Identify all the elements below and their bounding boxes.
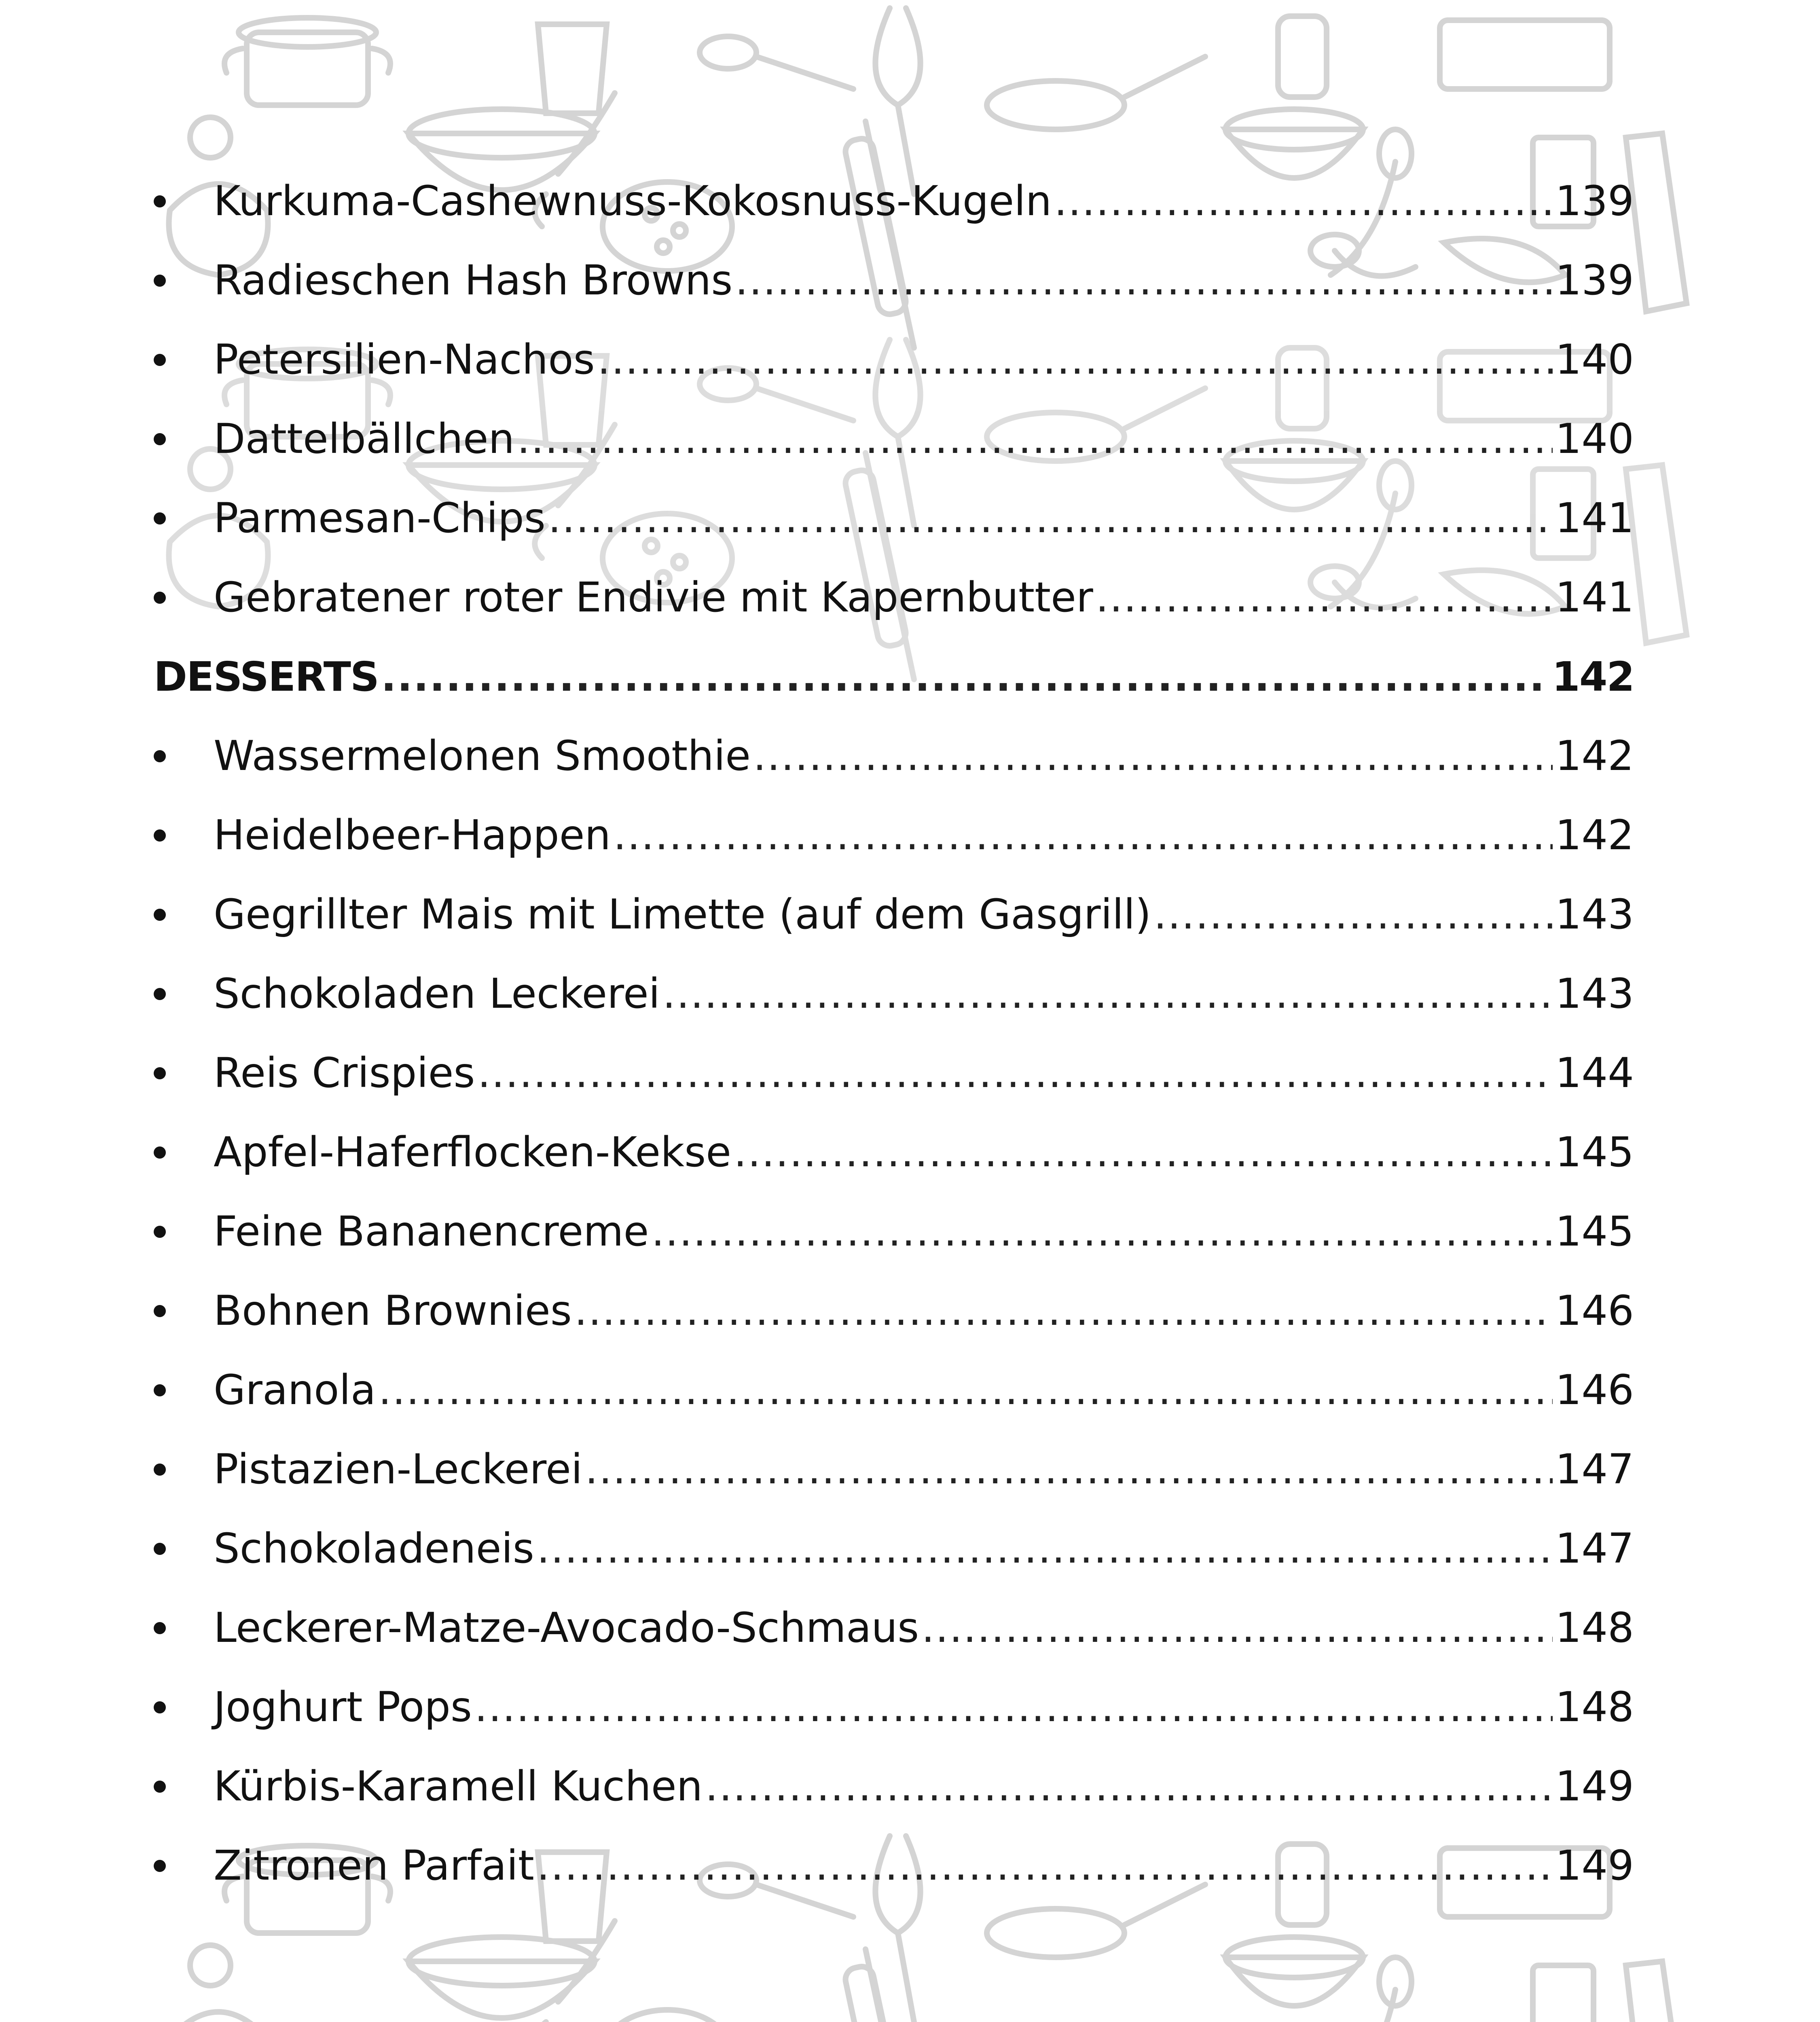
toc-entry-title: DESSERTS	[154, 653, 379, 700]
dot-leader	[574, 1290, 1553, 1332]
toc-entry[interactable]	[154, 1826, 1634, 1906]
dot-leader	[753, 736, 1553, 777]
toc-entry-title: Gegrillter Mais mit Limette (auf dem Gasgrill)	[214, 890, 1151, 939]
toc-page-number: 145	[1555, 1208, 1634, 1256]
toc-entry[interactable]	[154, 1509, 1634, 1588]
bullet-icon	[154, 1701, 166, 1713]
toc-entry[interactable]	[154, 1192, 1634, 1271]
dot-leader	[651, 1211, 1553, 1252]
toc-entry-title: Joghurt Pops	[214, 1683, 472, 1731]
dot-leader	[705, 1766, 1553, 1807]
bullet-icon	[154, 1464, 166, 1476]
dot-leader	[734, 1132, 1553, 1173]
toc-page-number: 148	[1555, 1604, 1634, 1652]
bullet-icon	[154, 354, 166, 366]
toc-page-number: 139	[1555, 256, 1634, 305]
toc-entry-title: Leckerer-Matze-Avocado-Schmaus	[214, 1604, 919, 1652]
toc-entry[interactable]	[154, 1430, 1634, 1509]
toc-entry[interactable]	[154, 1034, 1634, 1113]
toc-entry-title: Wassermelonen Smoothie	[214, 732, 751, 780]
toc-entry-title: Feine Bananencreme	[214, 1208, 649, 1256]
dot-leader	[474, 1687, 1553, 1728]
toc-entry-title: Apfel-Haferflocken-Kekse	[214, 1128, 732, 1176]
toc-page-number: 141	[1555, 573, 1634, 622]
toc-entry[interactable]	[154, 1113, 1634, 1192]
toc-entry[interactable]	[154, 400, 1634, 479]
dot-leader	[537, 1845, 1553, 1887]
toc-entry-title: Schokoladeneis	[214, 1525, 534, 1573]
toc-page-number: 146	[1555, 1366, 1634, 1414]
dot-leader	[662, 973, 1553, 1015]
dot-leader	[597, 339, 1553, 381]
toc-page-number: 146	[1555, 1287, 1634, 1335]
toc-entry[interactable]	[154, 241, 1634, 320]
bullet-icon	[154, 275, 166, 287]
dot-leader	[381, 657, 1549, 697]
bullet-icon	[154, 1384, 166, 1396]
toc-page-number: 140	[1555, 336, 1634, 384]
toc-entry[interactable]	[154, 1588, 1634, 1668]
bullet-icon	[154, 592, 166, 604]
bullet-icon	[154, 512, 166, 525]
toc-entry-title: Bohnen Brownies	[214, 1287, 572, 1335]
toc-page-number: 140	[1555, 415, 1634, 463]
toc-entry[interactable]	[154, 320, 1634, 400]
bullet-icon	[154, 1146, 166, 1159]
toc-entry[interactable]	[154, 1747, 1634, 1826]
dot-leader	[1153, 894, 1553, 935]
toc-entry[interactable]	[154, 162, 1634, 241]
toc-page-number: 141	[1555, 494, 1634, 542]
toc-page-number: 142	[1555, 732, 1634, 780]
bullet-icon	[154, 988, 166, 1000]
toc-page-number: 147	[1555, 1525, 1634, 1573]
toc-entry[interactable]	[154, 1271, 1634, 1351]
toc-page-number: 142	[1552, 653, 1634, 700]
toc-entry[interactable]	[154, 954, 1634, 1034]
toc-page-number: 143	[1555, 970, 1634, 1018]
toc-entry-title: Zitronen Parfait	[214, 1842, 534, 1890]
toc-page-number: 139	[1555, 177, 1634, 225]
bullet-icon	[154, 195, 166, 207]
toc-entry-title: Dattelbällchen	[214, 415, 515, 463]
bullet-icon	[154, 1860, 166, 1872]
toc-page-number: 149	[1555, 1762, 1634, 1810]
toc-page-number: 148	[1555, 1683, 1634, 1731]
toc-page-number: 149	[1555, 1842, 1634, 1890]
dot-leader	[735, 260, 1553, 301]
toc-entry[interactable]	[154, 1351, 1634, 1430]
bullet-icon	[154, 1622, 166, 1634]
bullet-icon	[154, 1067, 166, 1079]
toc-entry-title: Radieschen Hash Browns	[214, 256, 733, 305]
toc-entry-title: Parmesan-Chips	[214, 494, 546, 542]
dot-leader	[585, 1449, 1553, 1490]
dot-leader	[537, 1528, 1553, 1569]
toc-page-number: 143	[1555, 890, 1634, 939]
toc-entry[interactable]	[154, 1668, 1634, 1747]
dot-leader	[1054, 181, 1553, 222]
bullet-icon	[154, 1305, 166, 1317]
toc-entry-title: Schokoladen Leckerei	[214, 970, 660, 1018]
bullet-icon	[154, 1543, 166, 1555]
toc-entry[interactable]	[154, 558, 1634, 637]
toc-entry-title: Reis Crispies	[214, 1049, 475, 1097]
toc-entry-title: Kurkuma-Cashewnuss-Kokosnuss-Kugeln	[214, 177, 1052, 225]
dot-leader	[921, 1607, 1553, 1649]
toc-entry[interactable]	[154, 796, 1634, 875]
toc-entry-title: Petersilien-Nachos	[214, 336, 595, 384]
dot-leader	[517, 419, 1553, 460]
dot-leader	[613, 815, 1553, 856]
toc-entry-title: Kürbis-Karamell Kuchen	[214, 1762, 703, 1810]
toc-page-number: 147	[1555, 1445, 1634, 1493]
toc-page-number: 145	[1555, 1128, 1634, 1176]
bullet-icon	[154, 750, 166, 762]
bullet-icon	[154, 1226, 166, 1238]
table-of-contents	[154, 162, 1634, 1906]
dot-leader	[378, 1370, 1553, 1411]
bullet-icon	[154, 829, 166, 842]
toc-section-heading[interactable]	[154, 637, 1634, 717]
bullet-icon	[154, 909, 166, 921]
toc-entry[interactable]	[154, 875, 1634, 954]
dot-leader	[1096, 577, 1553, 618]
dot-leader	[478, 1053, 1553, 1094]
bullet-icon	[154, 433, 166, 445]
toc-entry-title: Pistazien-Leckerei	[214, 1445, 583, 1493]
toc-entry-title: Gebratener roter Endivie mit Kapernbutter	[214, 573, 1093, 622]
bullet-icon	[154, 1781, 166, 1793]
toc-entry[interactable]	[154, 479, 1634, 558]
toc-entry[interactable]	[154, 717, 1634, 796]
toc-entry-title: Heidelbeer-Happen	[214, 811, 611, 859]
toc-page-number: 142	[1555, 811, 1634, 859]
dot-leader	[548, 498, 1553, 539]
toc-entry-title: Granola	[214, 1366, 376, 1414]
toc-page-number: 144	[1555, 1049, 1634, 1097]
